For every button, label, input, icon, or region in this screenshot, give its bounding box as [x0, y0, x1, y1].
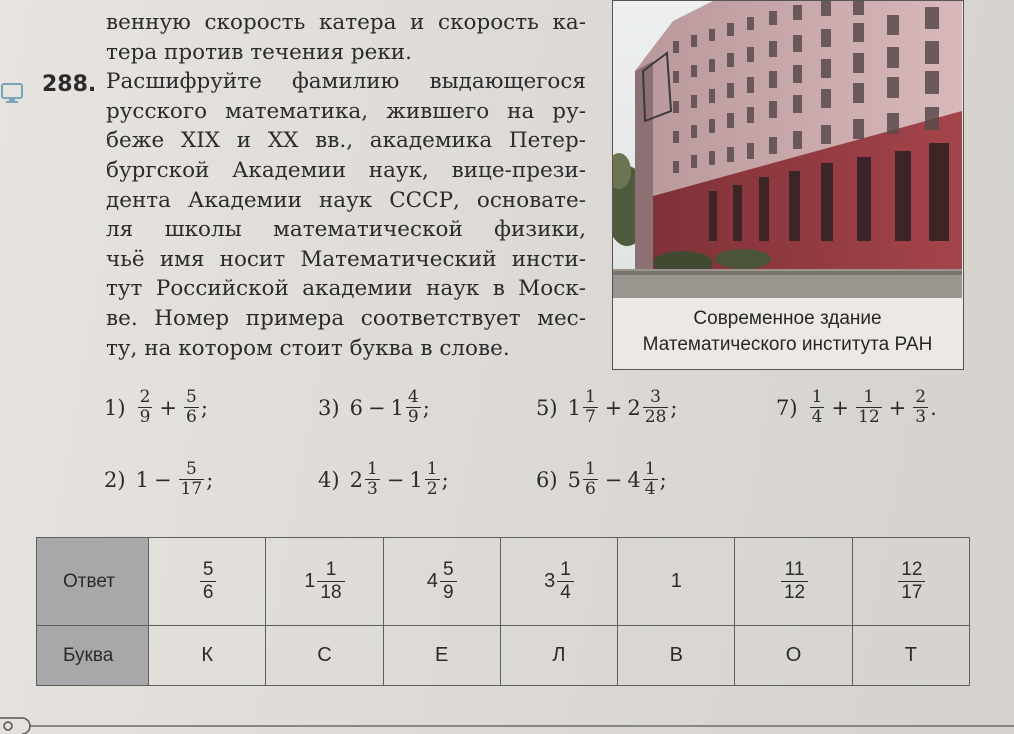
text-line: ту, на котором стоит буква в слове. [106, 335, 510, 361]
text-line: дента Академии наук СССР, основате- [106, 187, 586, 213]
separator: ; [200, 395, 208, 420]
exercise-5 [536, 388, 677, 427]
letter-cell: Л [500, 626, 617, 686]
letter-cell: Т [852, 626, 969, 686]
answer-cell [266, 538, 383, 626]
building-photo [613, 1, 962, 298]
building-photo-frame [612, 0, 964, 370]
whole-number: 1 [135, 467, 149, 492]
separator: ; [422, 395, 430, 420]
operator: − [153, 467, 172, 492]
denominator: 17 [180, 479, 203, 499]
text-line: Расшифруйте фамилию выдающегося [106, 69, 586, 95]
letter-cell: О [735, 626, 852, 686]
whole-number: 3 [544, 570, 556, 592]
fraction [184, 388, 199, 427]
operator: + [831, 395, 849, 420]
denominator: 9 [440, 581, 457, 604]
letter-cell: Е [383, 626, 500, 686]
problem-number: 288. [42, 72, 97, 97]
fraction [913, 388, 928, 427]
operator: − [604, 467, 623, 492]
whole-number: 2 [349, 467, 363, 492]
fraction [179, 460, 205, 499]
numerator: 1 [560, 559, 571, 580]
answer-table [36, 537, 970, 686]
answer-cell [149, 538, 266, 626]
separator: ; [670, 395, 678, 420]
numerator: 2 [139, 387, 151, 407]
fraction [406, 388, 421, 427]
footer-line [0, 714, 1014, 734]
text-line: чьё имя носит Математический инсти- [106, 246, 586, 272]
answer-cell [383, 538, 500, 626]
text-line: венную скорость катера и скорость ка- [106, 10, 586, 35]
numerator: 5 [186, 387, 197, 407]
denominator: 9 [407, 407, 419, 427]
numerator: 1 [811, 387, 823, 407]
letter-cell: С [266, 626, 383, 686]
exercise-number: 3) [318, 395, 340, 420]
denominator: 17 [898, 581, 925, 604]
separator: ; [206, 467, 214, 492]
operator: + [159, 395, 177, 420]
operator: − [386, 467, 405, 492]
exercise-number: 7) [776, 395, 798, 420]
numerator: 2 [915, 387, 927, 407]
fraction [583, 460, 598, 499]
text-line: русского математика, жившего на ру- [106, 98, 586, 124]
separator: ; [659, 467, 667, 492]
numerator: 5 [442, 559, 454, 580]
exercise-1 [104, 388, 208, 427]
whole-number: 2 [627, 395, 641, 420]
numerator: 1 [366, 459, 378, 479]
whole-number: 4 [426, 570, 438, 592]
denominator: 4 [557, 581, 574, 604]
operator: + [604, 395, 623, 420]
numerator: 1 [584, 459, 596, 479]
answer-cell [618, 538, 735, 626]
numerator: 1 [426, 459, 438, 479]
text-line: бургской Академии наук, вице-прези- [106, 157, 586, 183]
exercise-7 [776, 388, 937, 427]
numerator: 1 [644, 459, 656, 479]
denominator: 6 [584, 479, 596, 499]
problem-text-block [106, 8, 586, 363]
denominator: 3 [366, 479, 378, 499]
exercise-6 [536, 460, 667, 499]
numerator: 3 [650, 387, 661, 407]
whole-number: 6 [349, 395, 363, 420]
text-line: тут Российской академии наук в Моск- [106, 276, 586, 302]
numerator: 11 [784, 559, 805, 580]
denominator: 7 [584, 407, 596, 427]
denominator: 6 [186, 407, 197, 427]
denominator: 4 [644, 479, 656, 499]
denominator: 2 [426, 479, 438, 499]
exercise-4 [318, 460, 449, 499]
operator: − [367, 395, 386, 420]
whole-number: 1 [670, 570, 682, 592]
whole-number: 1 [409, 467, 423, 492]
monitor-icon [0, 80, 26, 106]
numerator: 1 [584, 387, 596, 407]
table-row-answers [37, 538, 970, 626]
text-line: ве. Номер примера соответствует мес- [106, 305, 586, 331]
exercise-number: 2) [104, 467, 126, 492]
denominator: 28 [644, 407, 667, 427]
numerator: 12 [901, 559, 923, 580]
separator: . [930, 395, 937, 420]
whole-number: 1 [567, 395, 581, 420]
text-line: беже XIX и XX вв., академика Петер- [106, 128, 586, 154]
whole-number: 5 [567, 467, 581, 492]
fraction [810, 388, 825, 427]
answer-cell [500, 538, 617, 626]
denominator: 12 [781, 581, 808, 604]
numerator: 5 [185, 459, 197, 479]
whole-number: 1 [390, 395, 404, 420]
exercise-2 [104, 460, 213, 499]
separator: ; [441, 467, 449, 492]
letter-cell: В [618, 626, 735, 686]
answer-cell [735, 538, 852, 626]
exercise-number: 1) [104, 395, 126, 420]
row-label-letter: Буква [37, 626, 149, 686]
numerator: 1 [325, 559, 337, 580]
fraction [643, 388, 669, 427]
photo-caption [613, 306, 962, 358]
caption-line: Математического института РАН [642, 334, 933, 355]
whole-number: 1 [304, 570, 316, 592]
numerator: 4 [407, 387, 419, 407]
denominator: 9 [139, 407, 151, 427]
answer-cell [852, 538, 969, 626]
denominator: 4 [811, 407, 823, 427]
table-row-letters [37, 626, 970, 686]
letter-cell: К [149, 626, 266, 686]
text-line: тера против течения реки. [106, 39, 412, 65]
numerator: 1 [863, 387, 875, 407]
denominator: 18 [317, 581, 344, 604]
exercise-3 [318, 388, 430, 427]
denominator: 3 [915, 407, 927, 427]
exercise-number: 4) [318, 467, 340, 492]
row-label-answer: Ответ [37, 538, 149, 626]
denominator: 6 [200, 581, 217, 604]
fraction [425, 460, 440, 499]
numerator: 5 [202, 559, 214, 580]
denominator: 12 [858, 407, 880, 427]
exercise-number: 5) [536, 395, 558, 420]
fraction [365, 460, 380, 499]
text-line: ля школы математической физики, [106, 217, 586, 243]
caption-line: Современное здание [693, 308, 882, 329]
whole-number: 4 [627, 467, 641, 492]
exercise-number: 6) [536, 467, 558, 492]
operator: + [888, 395, 907, 420]
fraction [643, 460, 658, 499]
fraction [138, 388, 153, 427]
fraction [856, 388, 882, 427]
fraction [583, 388, 598, 427]
